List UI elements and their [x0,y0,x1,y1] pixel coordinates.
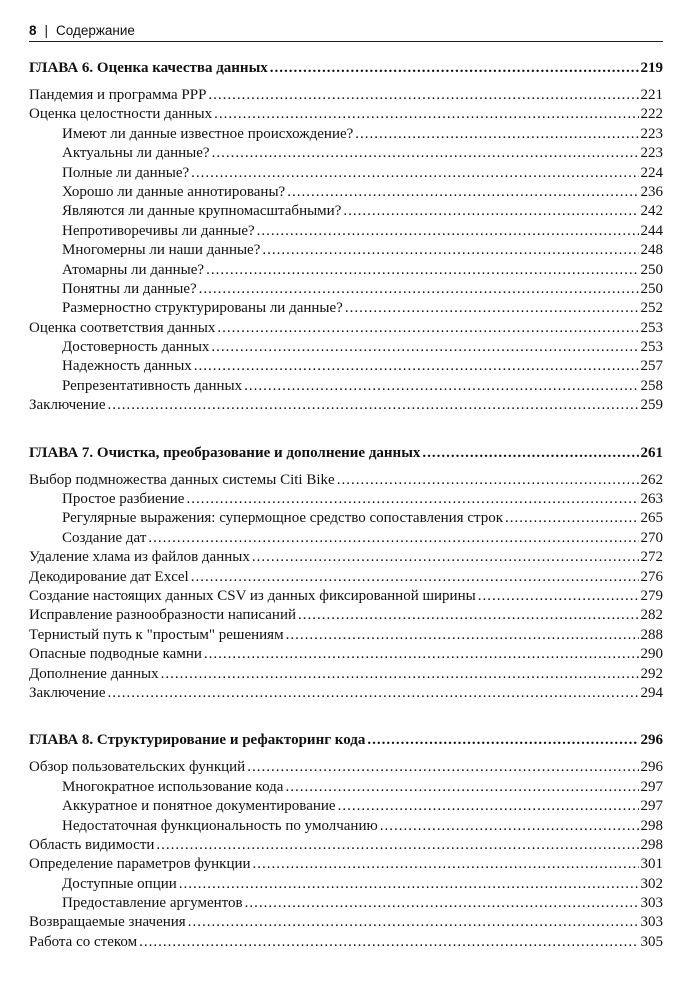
toc-subentry [29,875,663,894]
toc-entry [29,319,663,338]
dot-leader [214,105,638,124]
toc-entry [29,933,663,952]
dot-leader [380,817,639,836]
toc-subentry [29,222,663,241]
dot-leader [286,626,639,645]
chapter-gap [29,416,663,430]
entry-page-number: 252 [640,300,663,317]
entry-title: Тернистый путь к "простым" решениям [29,626,284,643]
toc-subentry [29,241,663,260]
entry-page-number: 244 [640,222,663,239]
entry-title: ГЛАВА 6. Оценка качества данных [29,60,268,76]
toc-subentry [29,778,663,797]
toc-subentry [29,261,663,280]
entry-page-number: 272 [640,549,663,566]
toc-subentry [29,144,663,163]
entry-title: Актуальны ли данные? [62,145,210,162]
entry-page-number: 297 [640,798,663,815]
entry-title: Хорошо ли данные аннотированы? [62,183,286,200]
entry-page-number: 221 [640,87,663,103]
entry-page-number: 301 [640,856,663,873]
entry-page-number: 302 [640,875,663,892]
dot-leader [270,54,639,82]
toc-entry [29,105,663,124]
entry-title: Выбор подмножества данных системы Citi Bike [29,471,335,488]
toc-subentry [29,164,663,183]
entry-title: Имеют ли данные известное происхождение? [62,125,354,142]
toc-entry [29,548,663,567]
entry-title: Доступные опции [62,875,177,892]
toc-entry [29,855,663,874]
entry-page-number: 253 [640,319,663,336]
dot-leader [204,645,639,664]
chapter-section [29,726,663,952]
toc-subentry [29,509,663,528]
entry-page-number: 296 [640,732,663,749]
toc-entry [29,626,663,645]
dot-leader [253,855,639,874]
entry-title: Репрезентативность данных [62,377,243,394]
entry-page-number: 223 [640,145,663,162]
chapter-heading [29,54,663,82]
entry-page-number: 265 [640,510,663,527]
dot-leader [108,684,639,703]
toc-subentry [29,183,663,202]
dot-leader [208,86,638,105]
dot-leader [247,758,638,777]
entry-page-number: 222 [640,106,663,123]
entry-title: Дополнение данных [29,665,159,682]
entry-title: Регулярные выражения: супермощное средство сопоставления строк [62,510,504,527]
dot-leader [338,797,639,816]
entry-title: Аккуратное и понятное документирование [62,798,336,815]
entry-title: Создание настоящих данных CSV из данных фиксированной ширины [29,587,476,604]
dot-leader [367,726,638,754]
dot-leader [252,548,639,567]
toc-entry [29,606,663,625]
entry-page-number: 224 [640,164,663,181]
entry-title: Достоверность данных [62,339,210,356]
dot-leader [108,396,639,415]
entry-title: Размерностно структурированы ли данные? [62,300,343,317]
toc-entry [29,471,663,490]
dot-leader [139,933,638,952]
dot-leader [343,202,638,221]
toc-subentry [29,529,663,548]
toc-subentry [29,490,663,509]
dot-leader [211,338,638,357]
entry-page-number: 296 [640,759,663,776]
chapter-section [29,439,663,704]
entry-page-number: 223 [640,125,663,142]
dot-leader [156,836,638,855]
entry-title: ГЛАВА 8. Структурирование и рефакторинг кода [29,732,366,749]
entry-page-number: 242 [640,203,663,220]
dot-leader [355,125,638,144]
toc-subentry [29,280,663,299]
entry-title: Оценка целостности данных [29,106,213,123]
entry-page-number: 236 [640,183,663,200]
dot-leader [186,490,638,509]
dot-leader [422,439,638,467]
chapter-heading [29,439,663,467]
dot-leader [194,357,639,376]
toc-entry [29,836,663,855]
toc-entry [29,758,663,777]
entry-page-number: 250 [640,261,663,278]
entry-title: Опасные подводные камни [29,646,202,663]
dot-leader [179,875,639,894]
entry-page-number: 219 [640,60,663,76]
entry-page-number: 303 [640,914,663,931]
toc-entry [29,396,663,415]
entry-title: ГЛАВА 7. Очистка, преобразование и дополнение данных [29,444,421,461]
dot-leader [206,261,638,280]
dot-leader [161,665,639,684]
toc-subentry [29,817,663,836]
running-header [29,20,663,42]
entry-page-number: 292 [640,665,663,682]
entry-page-number: 297 [640,778,663,795]
entry-title: Полные ли данные? [62,164,190,181]
entry-title: Заключение [29,397,106,414]
entry-title: Многомерны ли наши данные? [62,242,261,259]
dot-leader [191,568,639,587]
dot-leader [191,164,638,183]
dot-leader [505,509,638,528]
entry-page-number: 290 [640,646,663,663]
entry-page-number: 288 [640,626,663,643]
toc-subentry [29,299,663,318]
entry-page-number: 282 [640,607,663,624]
dot-leader [188,913,639,932]
entry-title: Работа со стеком [29,933,138,950]
entry-page-number: 305 [640,933,663,950]
entry-title: Понятны ли данные? [62,280,197,297]
toc-entry [29,86,663,105]
chapter-heading [29,726,663,754]
entry-page-number: 298 [640,817,663,834]
toc-subentry [29,357,663,376]
entry-page-number: 303 [640,895,663,912]
entry-title: Исправление разнообразности написаний [29,607,297,624]
toc-entry [29,587,663,606]
entry-title: Обзор пользовательских функций [29,759,246,776]
dot-leader [287,183,638,202]
dot-leader [148,529,638,548]
page-number: 8 [29,23,37,38]
entry-title: Определение параметров функции [29,856,251,873]
entry-page-number: 294 [640,684,663,701]
entry-page-number: 257 [640,358,663,375]
chapter-gap [29,703,663,717]
dot-leader [245,894,639,913]
dot-leader [217,319,638,338]
dot-leader [298,606,638,625]
dot-leader [337,471,639,490]
toc-subentry [29,338,663,357]
entry-title: Непротиворечивы ли данные? [62,222,255,239]
entry-title: Создание дат [62,529,147,546]
entry-page-number: 298 [640,836,663,853]
entry-title: Пандемия и программа PPP [29,87,207,103]
toc-entry [29,568,663,587]
toc-entry [29,684,663,703]
toc-subentry [29,125,663,144]
dot-leader [478,587,639,606]
entry-page-number: 259 [640,397,663,414]
entry-page-number: 250 [640,280,663,297]
table-of-contents [29,45,663,952]
entry-title: Являются ли данные крупномасштабными? [62,203,342,220]
header-title: Содержание [56,23,135,38]
entry-title: Атомарны ли данные? [62,261,205,278]
entry-title: Надежность данных [62,358,192,375]
toc-entry [29,645,663,664]
entry-title: Возвращаемые значения [29,914,186,931]
entry-page-number: 261 [640,444,663,461]
entry-page-number: 258 [640,377,663,394]
toc-subentry [29,894,663,913]
entry-page-number: 276 [640,568,663,585]
dot-leader [285,778,638,797]
entry-title: Многократное использование кода [62,778,284,795]
header-separator: | [44,23,49,38]
toc-entry [29,665,663,684]
toc-subentry [29,797,663,816]
toc-subentry [29,202,663,221]
entry-title: Простое разбиение [62,491,185,508]
toc-entry [29,913,663,932]
entry-title: Предоставление аргументов [62,895,243,912]
entry-title: Заключение [29,684,106,701]
dot-leader [199,280,639,299]
entry-page-number: 253 [640,339,663,356]
dot-leader [345,299,639,318]
dot-leader [257,222,639,241]
entry-title: Недостаточная функциональность по умолчанию [62,817,378,834]
entry-page-number: 263 [640,491,663,508]
entry-title: Удаление хлама из файлов данных [29,549,250,566]
chapter-section [29,54,663,416]
dot-leader [212,144,639,163]
entry-page-number: 248 [640,242,663,259]
entry-page-number: 279 [640,587,663,604]
entry-title: Область видимости [29,836,155,853]
entry-page-number: 262 [640,471,663,488]
entry-title: Оценка соответствия данных [29,319,216,336]
toc-subentry [29,377,663,396]
entry-page-number: 270 [640,529,663,546]
dot-leader [262,241,638,260]
entry-title: Декодирование дат Excel [29,568,189,585]
dot-leader [244,377,638,396]
